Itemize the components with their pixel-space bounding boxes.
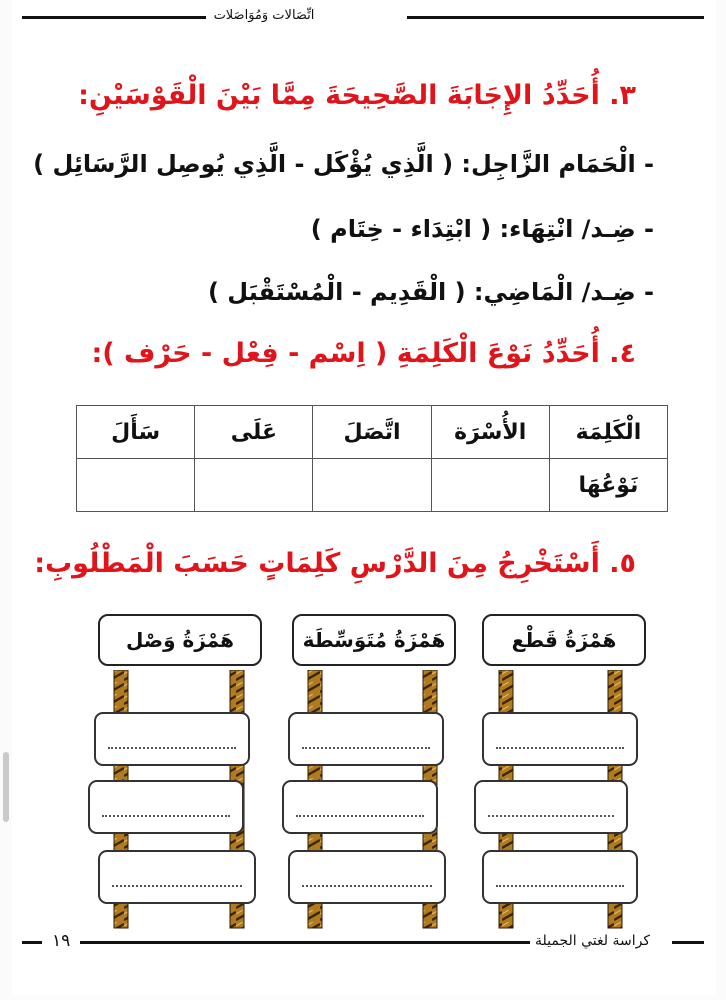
q5-title: ٥. أَسْتَخْرِجُ مِنَ الدَّرْسِ كَلِمَاتٍ حَسَبَ الْمَطْلُوبِ: <box>34 548 636 579</box>
footer-rule-middle <box>80 941 530 944</box>
q4-title: ٤. أُحَدِّدُ نَوْعَ الْكَلِمَةِ ( اِسْم - فِعْل - حَرْف ): <box>91 338 636 369</box>
category-box-hamzat-wasl: هَمْزَةُ وَصْل <box>98 614 262 666</box>
table-header-type: نَوْعُهَا <box>549 459 667 512</box>
scrollbar-thumb[interactable] <box>3 752 9 822</box>
table-word: الأُسْرَة <box>431 406 549 459</box>
word-type-table <box>76 405 668 512</box>
category-box-hamza-mutawassita: هَمْزَةُ مُتَوَسِّطَة <box>292 614 456 666</box>
answer-slot[interactable] <box>288 712 444 766</box>
answer-slot[interactable] <box>94 712 250 766</box>
worksheet-page <box>12 0 716 995</box>
page-number: ١٩ <box>52 931 71 951</box>
q3-title: ٣. أُحَدِّدُ الإِجَابَةَ الصَّحِيحَةَ مِمَّا بَيْنَ الْقَوْسَيْنِ: <box>78 80 636 111</box>
answer-slot[interactable] <box>88 780 244 834</box>
table-header-word: الْكَلِمَة <box>549 406 667 459</box>
answer-cell[interactable] <box>77 459 195 512</box>
table-word: اتَّصَلَ <box>313 406 431 459</box>
table-word: سَأَلَ <box>77 406 195 459</box>
q3-line-2: - ضِـد/ انْتِهَاء: ( ابْتِدَاء - خِتَام ) <box>310 215 654 243</box>
answer-slot[interactable] <box>482 850 638 904</box>
answer-slot[interactable] <box>474 780 628 834</box>
answer-slot[interactable] <box>482 712 638 766</box>
table-word: عَلَى <box>195 406 313 459</box>
q3-line-3: - ضِـد/ الْمَاضِي: ( الْقَدِيم - الْمُسْتَقْبَل ) <box>207 278 654 306</box>
answer-cell[interactable] <box>195 459 313 512</box>
answer-slot[interactable] <box>288 850 446 904</box>
footer-rule-left <box>22 941 42 944</box>
answer-slot[interactable] <box>98 850 256 904</box>
category-box-hamzat-qat: هَمْزَةُ قَطْع <box>482 614 646 666</box>
footer-book-title: كراسة لغتي الجميلة <box>535 933 650 949</box>
header-title: اتِّصَالات وَمُوَاصَلات <box>0 8 616 23</box>
answer-cell[interactable] <box>313 459 431 512</box>
answer-slot[interactable] <box>282 780 438 834</box>
answer-cell[interactable] <box>431 459 549 512</box>
footer-rule-right <box>672 941 704 944</box>
q3-line-1: - الْحَمَام الزَّاجِل: ( الَّذِي يُؤْكَل - الَّذِي يُوصِل الرَّسَائِل ) <box>33 150 654 178</box>
